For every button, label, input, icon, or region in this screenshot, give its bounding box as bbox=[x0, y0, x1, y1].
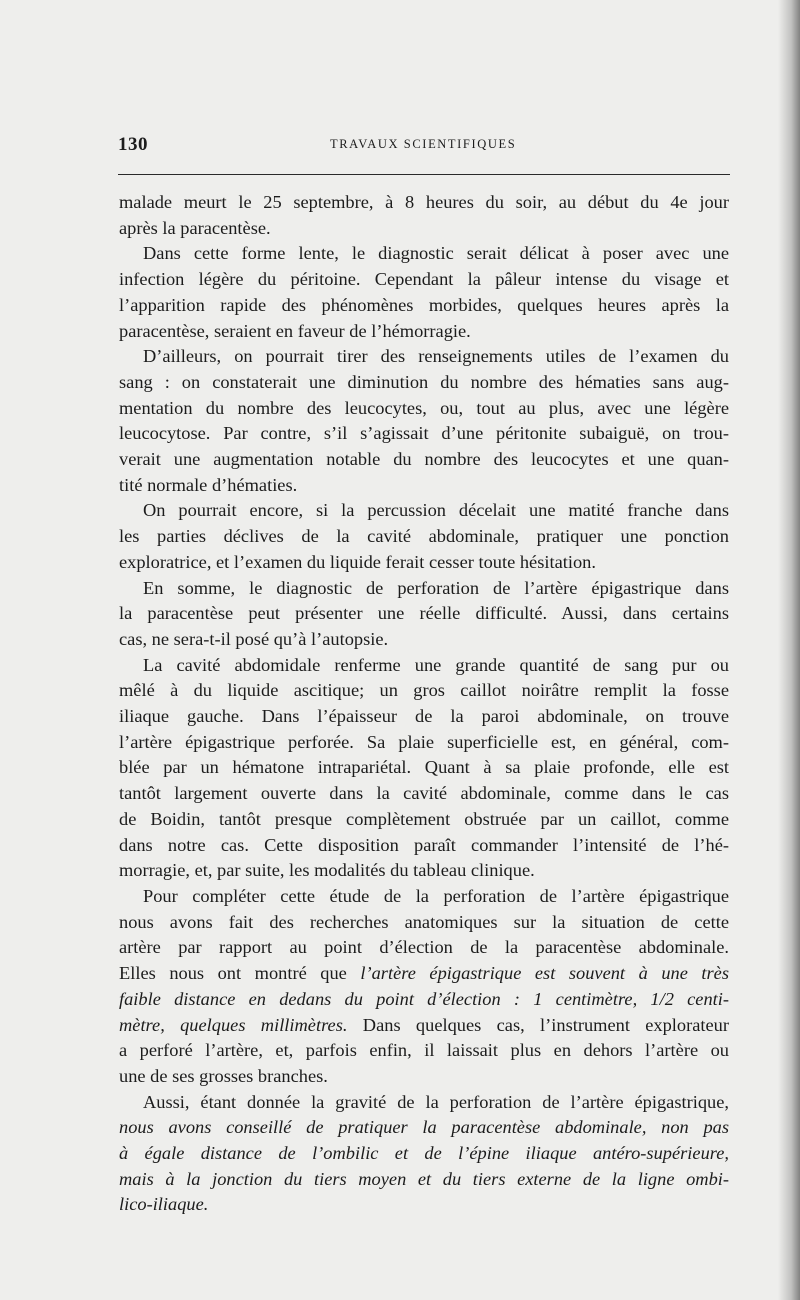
text-line: a perforé l’artère, et, parfois enfin, il laissait plus en dehors l’artère ou bbox=[119, 1040, 729, 1061]
text-line: Dans cette forme lente, le diagnostic serait délicat à poser avec une bbox=[143, 243, 729, 264]
text-line bbox=[119, 961, 729, 987]
text-line: sang : on constaterait une diminution du nombre des hématies sans aug- bbox=[119, 371, 729, 392]
text-line: une de ses grosses branches. bbox=[119, 1065, 328, 1086]
page-edge-shadow bbox=[778, 0, 800, 1300]
text-line: l’artère épigastrique perforée. Sa plaie superficielle est, en général, com- bbox=[119, 731, 729, 752]
text-line bbox=[119, 1013, 729, 1039]
text-line: infection légère du péritoine. Cependant la pâleur intense du visage et bbox=[119, 269, 729, 290]
text-line: paracentèse, seraient en faveur de l’hémorragie. bbox=[119, 320, 471, 341]
text-line: la paracentèse peut présenter une réelle difficulté. Aussi, dans certains bbox=[119, 603, 729, 624]
text-line bbox=[119, 1192, 729, 1218]
body-text bbox=[119, 190, 729, 1218]
text-line: morragie, et, par suite, les modalités du tableau clinique. bbox=[119, 860, 535, 881]
text-line bbox=[119, 1141, 729, 1167]
text-segment: Elles nous ont montré que bbox=[119, 963, 361, 984]
italic-text: l’artère épigastrique est souvent à une très bbox=[360, 963, 730, 984]
italic-text: faible distance en dedans du point d’élection : 1 centimètre, 1/2 centi- bbox=[119, 988, 729, 1009]
text-segment: Dans quelques cas, l’instrument explorateur bbox=[347, 1014, 729, 1035]
page-header bbox=[118, 134, 730, 158]
text-line: les parties déclives de la cavité abdominale, pratiquer une ponction bbox=[119, 526, 729, 547]
header-rule bbox=[118, 174, 730, 175]
italic-text: lico-iliaque. bbox=[119, 1194, 209, 1215]
text-line: La cavité abdomidale renferme une grande quantité de sang pur ou bbox=[143, 654, 729, 675]
text-line bbox=[119, 987, 729, 1013]
text-line: blée par un hématone intrapariétal. Quant à sa plaie profonde, elle est bbox=[119, 757, 729, 778]
text-line: malade meurt le 25 septembre, à 8 heures du soir, au début du 4e jour bbox=[119, 192, 729, 212]
italic-text: mais à la jonction du tiers moyen et du tiers externe de la ligne ombi- bbox=[119, 1168, 729, 1189]
text-line: iliaque gauche. Dans l’épaisseur de la paroi abdominale, on trouve bbox=[119, 706, 729, 727]
text-line: nous avons fait des recherches anatomiques sur la situation de cette bbox=[119, 911, 729, 932]
text-line: On pourrait encore, si la percussion décelait une matité franche dans bbox=[143, 500, 729, 521]
text-line: mêlé à du liquide ascitique; un gros caillot noirâtre remplit la fosse bbox=[119, 680, 729, 701]
text-line: artère par rapport au point d’élection de la paracentèse abdominale. bbox=[119, 937, 729, 958]
text-line: D’ailleurs, on pourrait tirer des renseignements utiles de l’examen du bbox=[143, 346, 729, 367]
text-line: cas, ne sera-t-il posé qu’à l’autopsie. bbox=[119, 628, 389, 649]
text-line: verait une augmentation notable du nombre des leucocytes et une quan- bbox=[119, 449, 729, 470]
text-line: En somme, le diagnostic de perforation de l’artère épigastrique dans bbox=[143, 577, 729, 598]
text-line: leucocytose. Par contre, s’il s’agissait d’une péritonite subaiguë, on trou- bbox=[119, 423, 729, 444]
text-line: de Boidin, tantôt presque complètement obstruée par un caillot, comme bbox=[119, 808, 729, 829]
text-line: dans notre cas. Cette disposition paraît commander l’intensité de l’hé- bbox=[119, 834, 729, 855]
text-line: l’apparition rapide des phénomènes morbides, quelques heures après la bbox=[119, 294, 729, 315]
italic-text: mètre, quelques millimètres. bbox=[119, 1014, 348, 1035]
text-line: exploratrice, et l’examen du liquide ferait cesser toute hésitation. bbox=[119, 551, 596, 572]
text-line bbox=[119, 1167, 729, 1193]
text-line bbox=[119, 1115, 729, 1141]
text-line: après la paracentèse. bbox=[119, 217, 271, 238]
page-number: 130 bbox=[118, 134, 148, 155]
italic-text: à égale distance de l’ombilic et de l’épine iliaque antéro-supérieure, bbox=[119, 1143, 729, 1164]
running-title: TRAVAUX SCIENTIFIQUES bbox=[330, 137, 517, 151]
italic-text: nous avons conseillé de pratiquer la paracentèse abdominale, non pas bbox=[119, 1117, 729, 1138]
text-line: mentation du nombre des leucocytes, ou, tout au plus, avec une légère bbox=[119, 397, 729, 418]
text-line: Pour compléter cette étude de la perforation de l’artère épigastrique bbox=[143, 885, 729, 906]
text-line: Aussi, étant donnée la gravité de la perforation de l’artère épigastrique, bbox=[143, 1091, 729, 1112]
text-line: tantôt largement ouverte dans la cavité abdominale, comme dans le cas bbox=[119, 783, 729, 804]
text-line: tité normale d’hématies. bbox=[119, 474, 298, 495]
